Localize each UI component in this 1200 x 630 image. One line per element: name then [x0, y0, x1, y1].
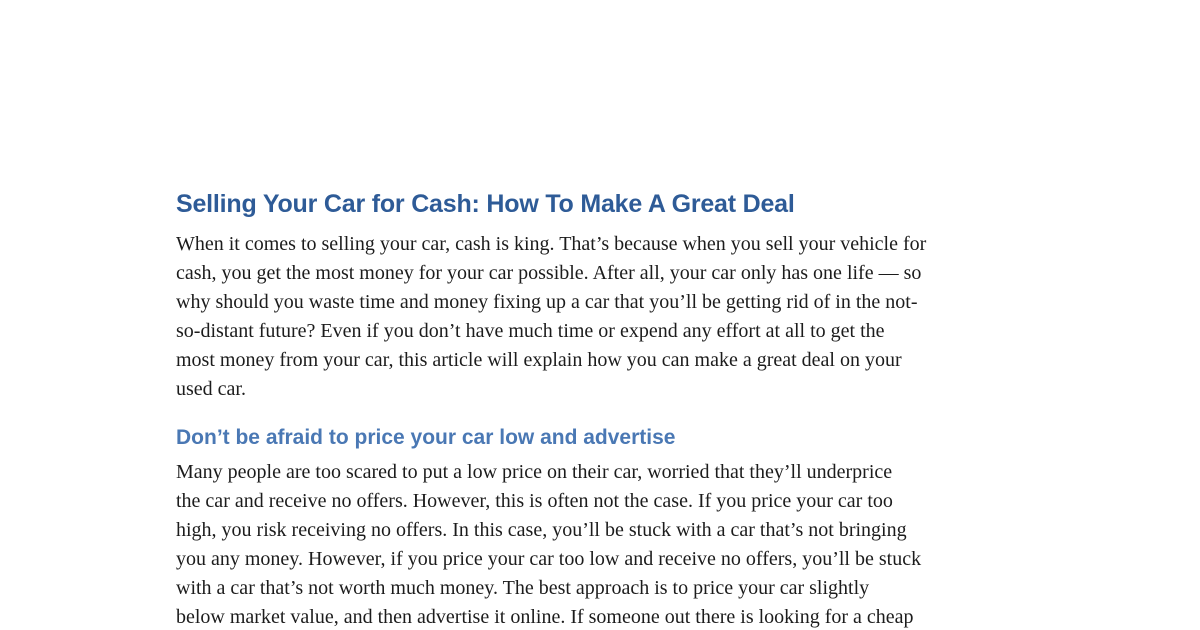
paragraph-line: cash, you get the most money for your car possible. After all, your car only has one life — so [176, 262, 922, 284]
paragraph-line: most money from your car, this article will explain how you can make a great deal on your [176, 349, 902, 371]
intro-paragraph [176, 230, 1056, 404]
paragraph-line: so-distant future? Even if you don’t have much time or expend any effort at all to get the [176, 320, 885, 342]
paragraph-line: why should you waste time and money fixing up a car that you’ll be getting rid of in the not- [176, 291, 918, 313]
paragraph-line: you any money. However, if you price your car too low and receive no offers, you’ll be stuck [176, 548, 922, 570]
paragraph-line: used car. [176, 378, 246, 400]
article-content [176, 190, 1056, 630]
paragraph-line: the car and receive no offers. However, this is often not the case. If you price your car too [176, 490, 893, 512]
section-paragraph [176, 458, 1056, 630]
paragraph-line: with a car that’s not worth much money. The best approach is to price your car slightly [176, 577, 870, 599]
paragraph-line: Many people are too scared to put a low price on their car, worried that they’ll underprice [176, 461, 893, 483]
paragraph-line: high, you risk receiving no offers. In this case, you’ll be stuck with a car that’s not bringing [176, 519, 907, 541]
article-title: Selling Your Car for Cash: How To Make A Great Deal [176, 190, 795, 218]
section-heading: Don’t be afraid to price your car low and advertise [176, 426, 676, 449]
paragraph-line: When it comes to selling your car, cash is king. That’s because when you sell your vehicle for [176, 233, 927, 255]
paragraph-line: below market value, and then advertise it online. If someone out there is looking for a cheap [176, 606, 914, 628]
